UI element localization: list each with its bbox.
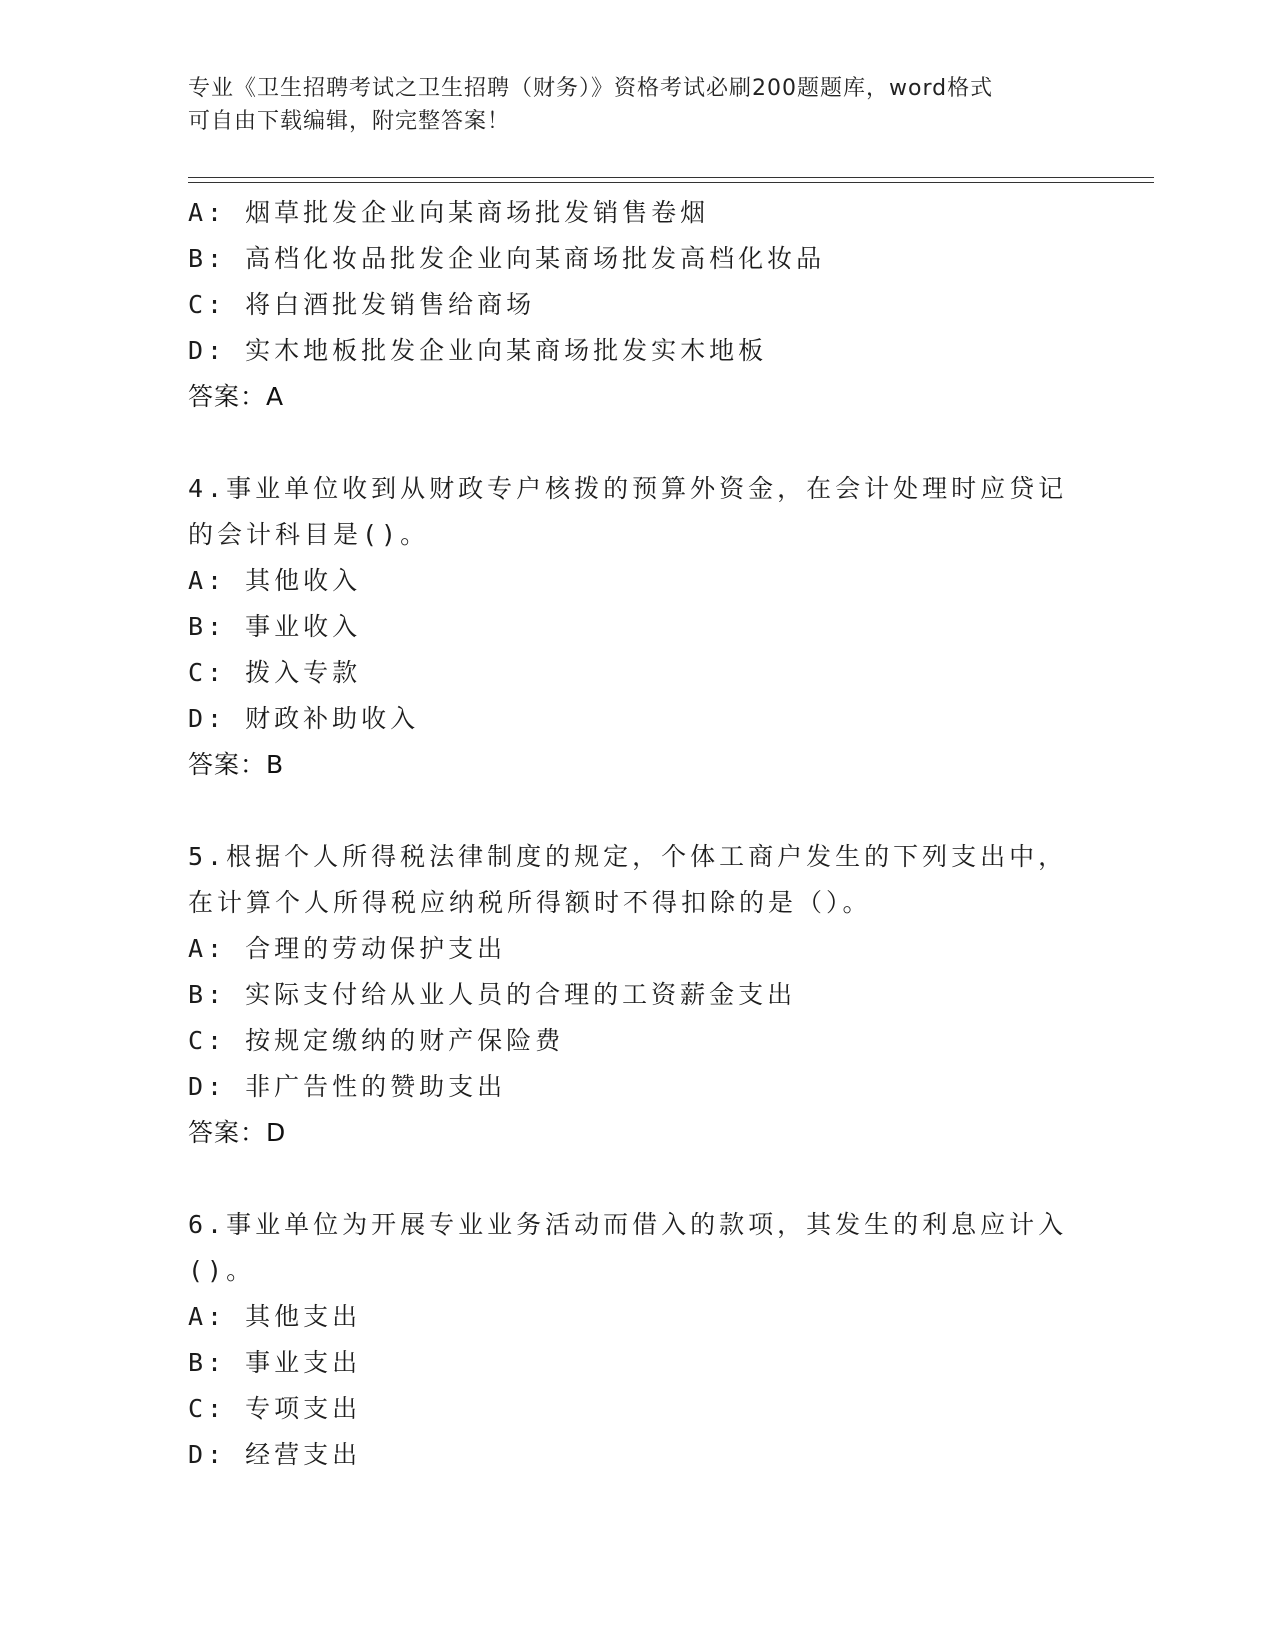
page-header [188,72,1088,138]
question-3 [188,190,1088,420]
question-stem-line-1: 5.根据个人所得税法律制度的规定，个体工商户发生的下列支出中， [188,842,1068,871]
option-b: B: 事业支出 [188,1348,362,1377]
question-stem-line-2: 的会计科目是()。 [188,520,430,549]
option-b: B: 实际支付给从业人员的合理的工资薪金支出 [188,980,797,1009]
option-c: C: 按规定缴纳的财产保险费 [188,1026,565,1055]
option-c: C: 专项支出 [188,1394,362,1423]
option-b: B: 事业收入 [188,612,362,641]
spacer [188,1156,1088,1202]
option-b: B: 高档化妆品批发企业向某商场批发高档化妆品 [188,244,826,273]
option-a: A: 其他支出 [188,1302,362,1331]
question-5 [188,834,1088,1156]
question-stem-line-1: 6.事业单位为开展专业业务活动而借入的款项，其发生的利息应计入 [188,1210,1068,1239]
option-a: A: 合理的劳动保护支出 [188,934,507,963]
question-4 [188,466,1088,788]
option-a: A: 其他收入 [188,566,362,595]
header-divider-top [188,177,1154,178]
spacer [188,788,1088,834]
header-line-1: 专业《卫生招聘考试之卫生招聘（财务）》资格考试必刷200题题库，word格式 [188,76,994,101]
question-list [188,190,1088,1478]
question-stem-line-1: 4.事业单位收到从财政专户核拨的预算外资金，在会计处理时应贷记 [188,474,1068,503]
spacer [188,420,1088,466]
header-divider-bottom [188,182,1154,183]
option-c: C: 拨入专款 [188,658,362,687]
question-6 [188,1202,1088,1478]
answer-label: 答案：D [188,1118,287,1147]
header-line-2: 可自由下载编辑，附完整答案！ [188,109,511,134]
answer-label: 答案：A [188,382,285,411]
option-d: D: 实木地板批发企业向某商场批发实木地板 [188,336,768,365]
answer-label: 答案：B [188,750,285,779]
option-d: D: 经营支出 [188,1440,362,1469]
option-c: C: 将白酒批发销售给商场 [188,290,536,319]
question-stem-line-2: 在计算个人所得税应纳税所得额时不得扣除的是（）。 [188,888,872,917]
option-d: D: 非广告性的赞助支出 [188,1072,507,1101]
option-a: A: 烟草批发企业向某商场批发销售卷烟 [188,198,710,227]
option-d: D: 财政补助收入 [188,704,420,733]
question-stem-line-2: ()。 [188,1256,256,1285]
